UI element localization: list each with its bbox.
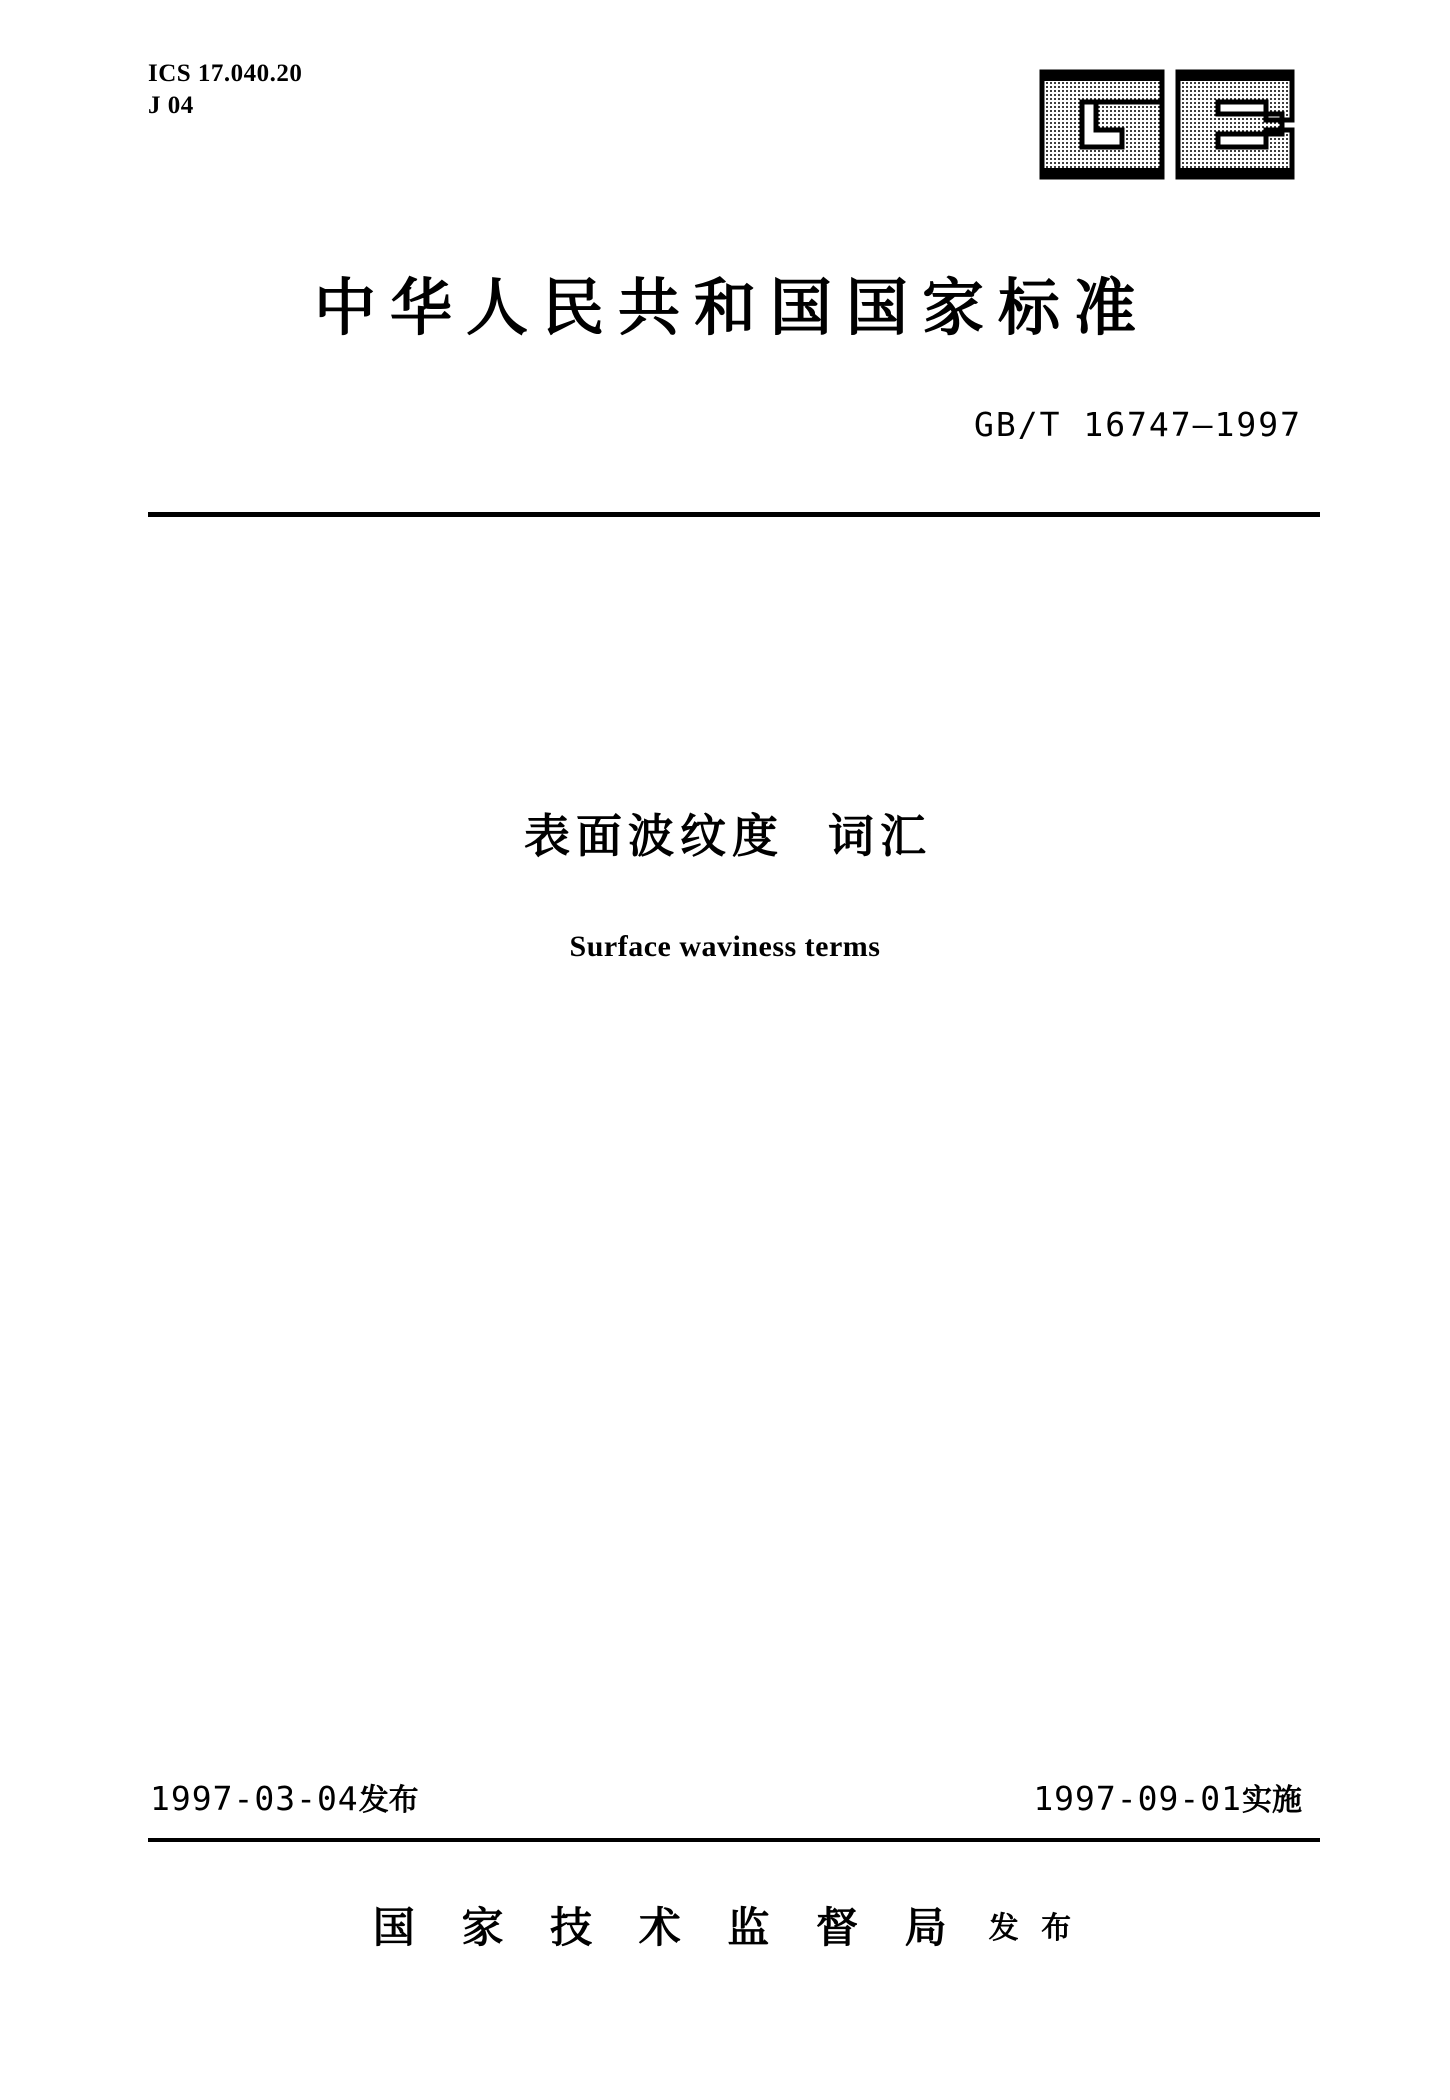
effective-date-label: 实施 [1242, 1783, 1302, 1818]
footer-divider [148, 1838, 1320, 1842]
effective-date-value: 1997-09-01 [1033, 1779, 1242, 1818]
ics-number: ICS 17.040.20 [148, 60, 303, 87]
national-standard-heading: 中华人民共和国国家标准 [313, 271, 1150, 344]
issue-date-value: 1997-03-04 [150, 1779, 359, 1818]
classification-code: J 04 [148, 92, 194, 119]
standard-number: GB/T 16747—1997 [973, 405, 1302, 444]
document-title-english: Surface waviness terms [569, 930, 881, 963]
publisher-name: 国 家 技 术 监 督 局 [372, 1903, 963, 1952]
issue-date-label: 发布 [358, 1783, 419, 1818]
document-title-chinese: 表面波纹度 词汇 [523, 809, 933, 863]
header-divider [148, 512, 1320, 517]
publisher-line [0, 1895, 1450, 1955]
effective-date [1033, 1775, 1302, 1819]
gb-national-standard-emblem-icon [1030, 62, 1320, 187]
issue-date [150, 1775, 419, 1819]
ics-classification-block [148, 58, 302, 122]
publisher-action: 发 布 [988, 1911, 1078, 1946]
